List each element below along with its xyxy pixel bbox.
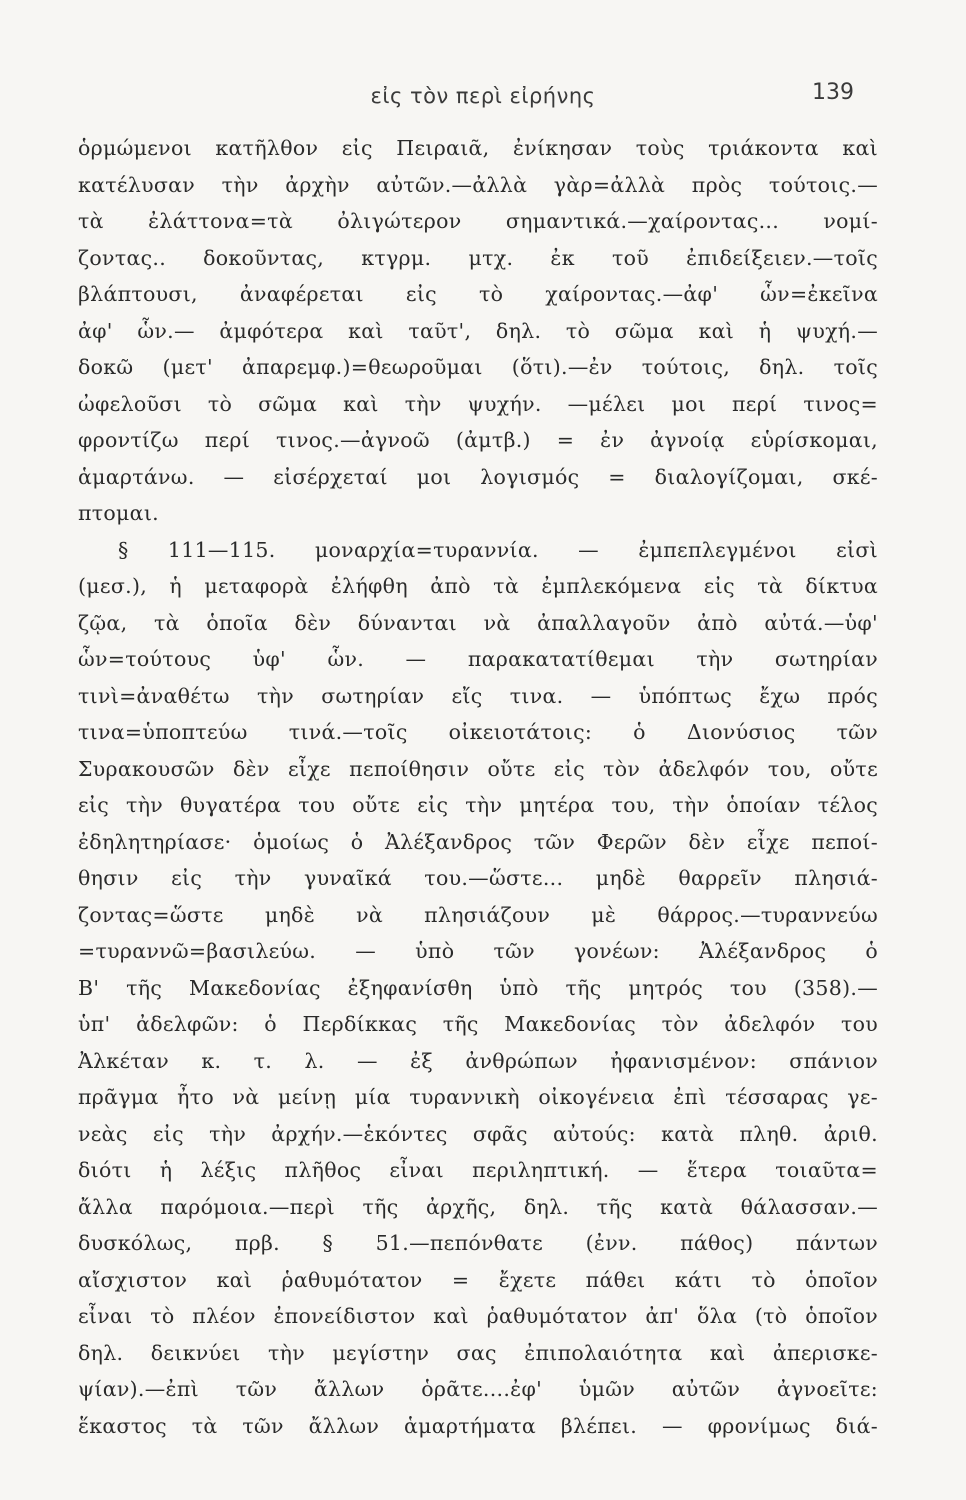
text-line: Ἀλκέταν κ. τ. λ. — ἐξ ἀνθρώπων ἠφανισμένον: σπάνιον: [78, 1048, 878, 1073]
text-line: ἀφ' ὧν.— ἀμφότερα καὶ ταῦτ', δηλ. τὸ σῶμα καὶ ἡ ψυχή.—: [78, 318, 878, 343]
text-line: ἄλλα παρόμοια.—περὶ τῆς ἀρχῆς, δηλ. τῆς κατὰ θάλασσαν.—: [78, 1194, 878, 1219]
text-line: ζοντας=ὥστε μηδὲ νὰ πλησιάζουν μὲ θάρρος.—τυραννεύω: [78, 902, 878, 927]
text-line: τὰ ἐλάττονα=τὰ ὀλιγώτερον σημαντικά.—χαίροντας... νομί-: [78, 209, 878, 233]
text-line: =τυραννῶ=βασιλεύω. — ὑπὸ τῶν γονέων: Ἀλέξανδρος ὁ: [78, 939, 878, 963]
text-line: ὠφελοῦσι τὸ σῶμα καὶ τὴν ψυχήν. —μέλει μοι περί τινος=: [78, 391, 878, 416]
text-line: ὁρμώμενοι κατῆλθον εἰς Πειραιᾶ, ἐνίκησαν τοὺς τριάκοντα καὶ: [78, 136, 878, 160]
text-line: πρᾶγμα ἦτο νὰ μείνῃ μία τυραννικὴ οἰκογένεια ἐπὶ τέσσαρας γε-: [78, 1085, 878, 1109]
running-title: εἰς τὸν περὶ εἰρήνης: [370, 84, 596, 108]
text-line: νεὰς εἰς τὴν ἀρχήν.—ἑκόντες σφᾶς αὐτούς: κατὰ πληθ. ἀριθ.: [78, 1121, 878, 1146]
text-line: τινὶ=ἀναθέτω τὴν σωτηρίαν εἴς τινα. — ὑπόπτως ἔχω πρός: [78, 683, 878, 708]
text-line: πτομαι.: [78, 501, 159, 525]
text-line: ὧν=τούτους ὑφ' ὧν. — παρακατατίθεμαι τὴν σωτηρίαν: [78, 647, 878, 671]
text-line: εἰς τὴν θυγατέρα του οὔτε εἰς τὴν μητέρα του, τὴν ὁποίαν τέλος: [78, 793, 878, 817]
text-line: ζοντας.. δοκοῦντας, κτγρμ. μτχ. ἐκ τοῦ ἐπιδείξειεν.—τοῖς: [78, 245, 878, 270]
text-line: (μεσ.), ἡ μεταφορὰ ἐλήφθη ἀπὸ τὰ ἐμπλεκόμενα εἰς τὰ δίκτυα: [78, 574, 878, 598]
text-line: φροντίζω περί τινος.—ἀγνοῶ (ἀμτβ.) = ἐν ἀγνοίᾳ εὑρίσκομαι,: [78, 428, 878, 452]
text-line: Συρακουσῶν δὲν εἶχε πεποίθησιν οὔτε εἰς τὸν ἀδελφόν του, οὔτε: [78, 756, 878, 781]
text-line: διότι ἡ λέξις πλῆθος εἶναι περιληπτική. — ἕτερα τοιαῦτα=: [78, 1158, 878, 1182]
text-line: ζῷα, τὰ ὁποῖα δὲν δύνανται νὰ ἀπαλλαγοῦν ἀπὸ αὐτά.—ὑφ': [78, 610, 878, 635]
text-line: δυσκόλως, πρβ. § 51.—πεπόνθατε (ἐνν. πάθος) πάντων: [78, 1231, 878, 1255]
text-line: κατέλυσαν τὴν ἀρχὴν αὐτῶν.—ἀλλὰ γὰρ=ἀλλὰ πρὸς τούτοις.—: [78, 172, 878, 197]
text-line: τινα=ὑποπτεύω τινά.—τοῖς οἰκειοτάτοις: ὁ Διονύσιος τῶν: [78, 720, 878, 744]
page-number: 139: [812, 80, 854, 105]
text-line: δοκῶ (μετ' ἀπαρεμφ.)=θεωροῦμαι (ὅτι).—ἐν τούτοις, δηλ. τοῖς: [78, 355, 878, 379]
section-start-line: § 111—115. μοναρχία=τυραννία. — ἐμπεπλεγμένοι εἰσὶ: [118, 537, 878, 562]
text-line: θησιν εἰς τὴν γυναῖκά του.—ὥστε... μηδὲ θαρρεῖν πλησιά-: [78, 866, 878, 890]
text-line: ἕκαστος τὰ τῶν ἄλλων ἁμαρτήματα βλέπει. — φρονίμως διά-: [78, 1413, 878, 1438]
text-line: αἴσχιστον καὶ ῥαθυμότατον = ἔχετε πάθει κάτι τὸ ὁποῖον: [78, 1267, 878, 1292]
commentary-text: [78, 130, 878, 1444]
text-line: ἐδηλητηρίασε· ὁμοίως ὁ Ἀλέξανδρος τῶν Φερῶν δὲν εἶχε πεποί-: [78, 829, 878, 854]
text-line: ἁμαρτάνω. — εἰσέρχεταί μοι λογισμός = διαλογίζομαι, σκέ-: [78, 464, 878, 489]
text-line: εἶναι τὸ πλέον ἐπονείδιστον καὶ ῥαθυμότατον ἀπ' ὅλα (τὸ ὁποῖον: [78, 1304, 878, 1328]
text-line: ὑπ' ἀδελφῶν: ὁ Περδίκκας τῆς Μακεδονίας τὸν ἀδελφόν του: [78, 1012, 878, 1036]
text-line: ψίαν).—ἐπὶ τῶν ἄλλων ὁρᾶτε....ἐφ' ὑμῶν αὐτῶν ἀγνοεῖτε:: [78, 1377, 878, 1401]
text-line: βλάπτουσι, ἀναφέρεται εἰς τὸ χαίροντας.—ἀφ' ὧν=ἐκεῖνα: [78, 282, 878, 306]
text-line: δηλ. δεικνύει τὴν μεγίστην σας ἐπιπολαιότητα καὶ ἀπερισκε-: [78, 1340, 878, 1365]
text-line: Β' τῆς Μακεδονίας ἐξηφανίσθη ὑπὸ τῆς μητρός του (358).—: [78, 975, 878, 1000]
